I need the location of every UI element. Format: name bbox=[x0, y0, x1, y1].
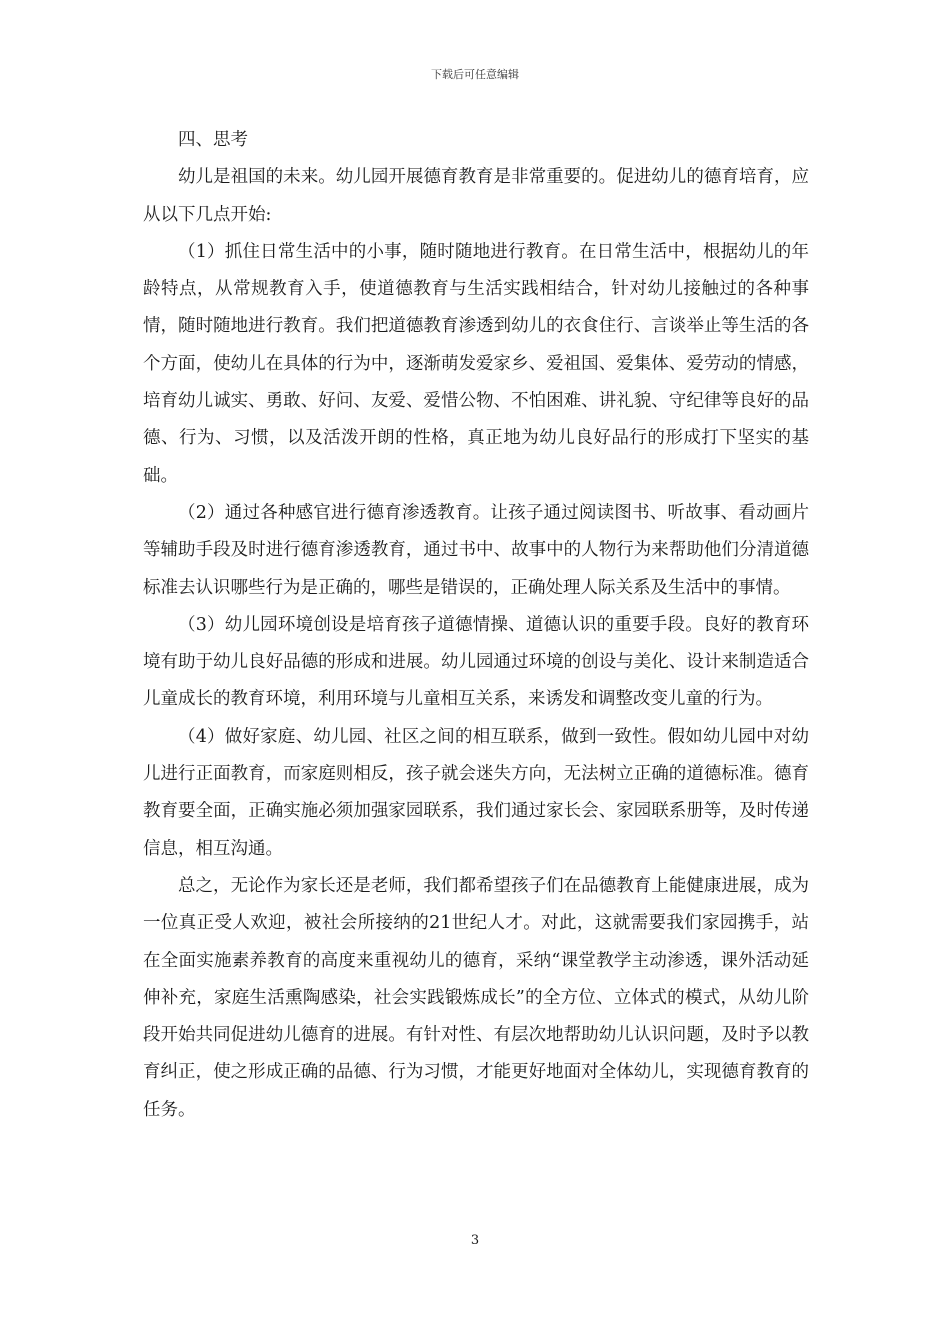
paragraph-point-4: （4）做好家庭、幼儿园、社区之间的相互联系，做到一致性。假如幼儿园中对幼儿进行正面教育，而家庭则相反，孩子就会迷失方向，无法树立正确的道德标准。德育教育要全面，正确实施必须加强家园联系，我们通过家长会、家园联系册等，及时传递信息，相互沟通。 bbox=[143, 726, 809, 859]
paragraph-point-3: （3）幼儿园环境创设是培育孩子道德情操、道德认识的重要手段。良好的教育环境有助于幼儿良好品德的形成和进展。幼儿园通过环境的创设与美化、设计来制造适合儿童成长的教育环境，利用环境与儿童相互关系，来诱发和调整改变儿童的行为。 bbox=[143, 614, 809, 710]
paragraph-point-1: （1）抓住日常生活中的小事，随时随地进行教育。在日常生活中，根据幼儿的年龄特点，从常规教育入手，使道德教育与生活实践相结合，针对幼儿接触过的各种事情，随时随地进行教育。我们把道德教育渗透到幼儿的衣食住行、言谈举止等生活的各个方面，使幼儿在具体的行为中，逐渐萌发爱家乡、爱祖国、爱集体、爱劳动的情感，培育幼儿诚实、勇敢、好问、友爱、爱惜公物、不怕困难、讲礼貌、守纪律等良好的品德、行为、习惯，以及活泼开朗的性格，真正地为幼儿良好品行的形成打下坚实的基础。 bbox=[143, 241, 809, 486]
paragraph-intro: 幼儿是祖国的未来。幼儿园开展德育教育是非常重要的。促进幼儿的德育培育，应从以下几点开始: bbox=[143, 167, 809, 225]
paragraph-point-2: （2）通过各种感官进行德育渗透教育。让孩子通过阅读图书、听故事、看动画片等辅助手段及时进行德育渗透教育，通过书中、故事中的人物行为来帮助他们分清道德标准去认识哪些行为是正确的，哪些是错误的，正确处理人际关系及生活中的事情。 bbox=[143, 502, 809, 598]
header-note: 下载后可任意编辑 bbox=[431, 68, 519, 81]
section-heading: 四、思考 bbox=[178, 130, 248, 150]
page-number: 3 bbox=[470, 1233, 480, 1248]
paragraph-conclusion: 总之，无论作为家长还是老师，我们都希望孩子们在品德教育上能健康进展，成为一位真正受人欢迎，被社会所接纳的21世纪人才。对此，这就需要我们家园携手，站在全面实施素养教育的高度来重视幼儿的德育，采纳“课堂教学主动渗透，课外活动延伸补充，家庭生活熏陶感染，社会实践锻炼成长”的全方位、立体式的模式，从幼儿阶段开始共同促进幼儿德育的进展。有针对性、有层次地帮助幼儿认识问题，及时予以教育纠正，使之形成正确的品德、行为习惯，才能更好地面对全体幼儿，实现德育教育的任务。 bbox=[143, 875, 809, 1120]
document-body bbox=[143, 122, 809, 1129]
